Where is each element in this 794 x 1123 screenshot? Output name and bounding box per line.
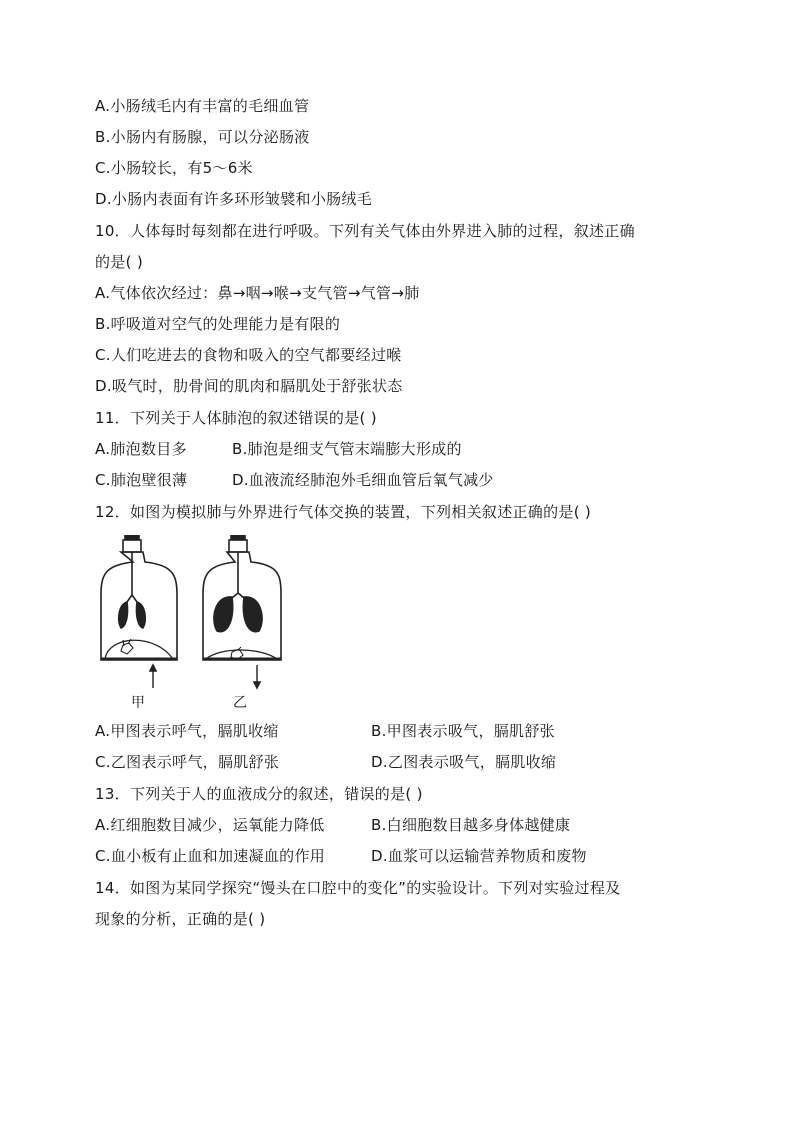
q11-option-a: A.肺泡数目多 [95, 440, 187, 458]
q13-option-b: B.白细胞数目越多身体越健康 [371, 816, 571, 834]
q13-option-a: A.红细胞数目减少，运氧能力降低 [95, 816, 325, 834]
q13-options-row1 [95, 814, 571, 836]
q14-stem-line2: 现象的分析，正确的是( ) [95, 910, 266, 928]
jar-jia [101, 535, 177, 688]
q12-option-b: B.甲图表示吸气，膈肌舒张 [371, 722, 555, 740]
q12-options-row2 [95, 751, 557, 773]
q12-stem: 12．如图为模拟肺与外界进行气体交换的装置，下列相关叙述正确的是( ) [95, 503, 592, 521]
q9-option-c: C.小肠较长，有5～6米 [95, 159, 253, 177]
q10-option-d: D.吸气时，肋骨间的肌肉和膈肌处于舒张状态 [95, 377, 403, 395]
q9-option-b: B.小肠内有肠腺，可以分泌肠液 [95, 128, 310, 146]
q12-option-c: C.乙图表示呼气，膈肌舒张 [95, 753, 280, 771]
q10-stem-line2: 的是( ) [95, 253, 143, 271]
q10-option-c: C.人们吃进去的食物和吸入的空气都要经过喉 [95, 346, 402, 364]
figure-label-jia: 甲 [131, 695, 145, 711]
q11-option-d: D.血液流经肺泡外毛细血管后氧气减少 [232, 471, 494, 489]
q9-option-a: A.小肠绒毛内有丰富的毛细血管 [95, 97, 310, 115]
q11-option-c: C.肺泡壁很薄 [95, 471, 188, 489]
q10-stem-line1: 10．人体每时每刻都在进行呼吸。下列有关气体由外界进入肺的过程，叙述正确 [95, 222, 635, 240]
lung-model-diagram [95, 535, 295, 715]
q10-option-b: B.呼吸道对空气的处理能力是有限的 [95, 315, 341, 333]
q13-stem: 13．下列关于人的血液成分的叙述，错误的是( ) [95, 785, 423, 803]
q11-options-row1 [95, 438, 462, 460]
q11-stem: 11．下列关于人体肺泡的叙述错误的是( ) [95, 409, 377, 427]
q11-options-row2 [95, 469, 494, 491]
q13-options-row2 [95, 845, 587, 867]
figure-label-yi: 乙 [233, 695, 247, 711]
q14-stem-line1: 14．如图为某同学探究“馒头在口腔中的变化”的实验设计。下列对实验过程及 [95, 879, 621, 897]
q12-options-row1 [95, 720, 555, 742]
q12-option-a: A.甲图表示呼气，膈肌收缩 [95, 722, 279, 740]
q13-option-c: C.血小板有止血和加速凝血的作用 [95, 847, 326, 865]
q12-option-d: D.乙图表示吸气，膈肌收缩 [371, 753, 557, 771]
q13-option-d: D.血浆可以运输营养物质和废物 [371, 847, 587, 865]
q11-option-b: B.肺泡是细支气管末端膨大形成的 [232, 440, 462, 458]
jar-yi [203, 535, 281, 688]
q10-option-a: A.气体依次经过：鼻→咽→喉→支气管→气管→肺 [95, 284, 420, 302]
lung-model-figure [95, 535, 295, 715]
q9-option-d: D.小肠内表面有许多环形皱襞和小肠绒毛 [95, 190, 373, 208]
